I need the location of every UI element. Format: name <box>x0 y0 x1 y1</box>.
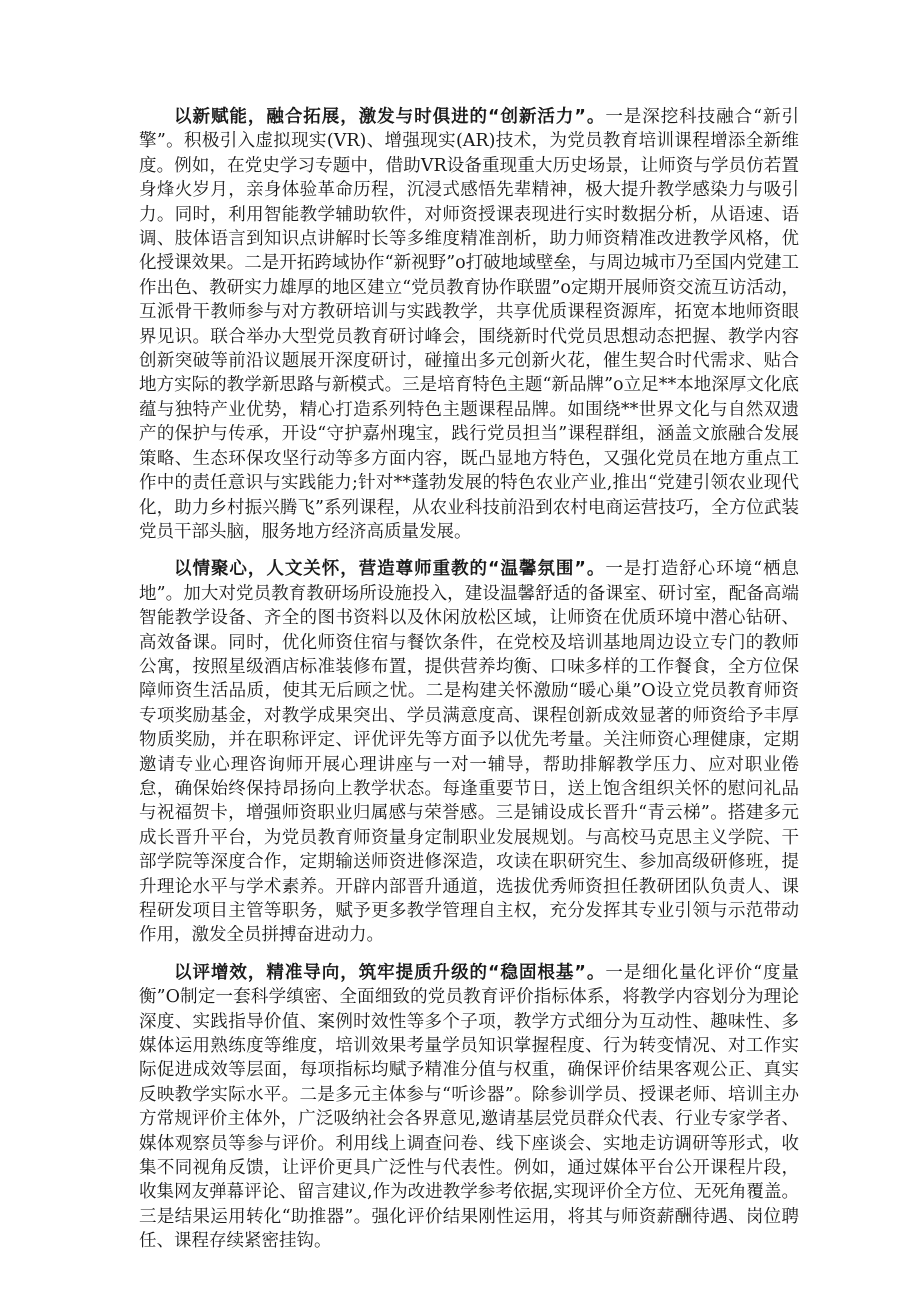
paragraph-text: 一是深挖科技融合“新引擎”。积极引入虚拟现实(VR)、增强现实(AR)技术，为党员教育培训课程增添全新维度。例如，在党史学习专题中，借助VR设备重现重大历史场景，让师资与学员仿若置身烽火岁月，亲身体验革命历程，沉浸式感悟先辈精神，极大提升教学感染力与吸引力。同时，利用智能教学辅助软件，对师资授课表现进行实时数据分析，从语速、语调、肢体语言到知识点讲解时长等多维度精准剖析，助力师资精准改进教学风格，优化授课效果。二是开拓跨域协作“新视野”o打破地域壁垒，与周边城市乃至国内党建工作出色、教研实力雄厚的地区建立“党员教育协作联盟”o定期开展师资交流互访活动，互派骨干教师参与对方教研培训与实践教学，共享优质课程资源库，拓宽本地师资眼界见识。联合举办大型党员教育研讨峰会，围绕新时代党员思想动态把握、教学内容创新突破等前沿议题展开深度研讨，碰撞出多元创新火花，催生契合时代需求、贴合地方实际的教学新思路与新模式。三是培育特色主题“新品牌”o立足**本地深厚文化底蕴与独特产业优势，精心打造系列特色主题课程品牌。如围绕**世界文化与自然双遗产的保护与传承，开设“守护嘉州瑰宝，践行党员担当”课程群组，涵盖文旅融合发展策略、生态环保攻坚行动等多方面内容，既凸显地方特色，又强化党员在地方重点工作中的责任意识与实践能力;针对**蓬勃发展的特色农业产业,推出“党建引领农业现代化，助力乡村振兴腾飞”系列课程，从农业科技前沿到农村电商运营技巧，全方位武装党员干部头脑，服务地方经济高质量发展。 <box>139 107 799 542</box>
paragraph-text: 一是打造舒心环境“栖息地”。加大对党员教育教研场所设施投入，建设温馨舒适的备课室、研讨室，配备高端智能教学设备、齐全的图书资料以及休闲放松区域，让师资在优质环境中潜心钻研、高效备课。同时，优化师资住宿与餐饮条件，在党校及培训基地周边设立专门的教师公寓，按照星级酒店标准装修布置，提供营养均衡、口味多样的工作餐食，全方位保障师资生活品质，使其无后顾之忧。二是构建关怀激励“暖心巢”O设立党员教育师资专项奖励基金，对教学成果突出、学员满意度高、课程创新成效显著的师资给予丰厚物质奖励，并在职称评定、评优评先等方面予以优先考量。关注师资心理健康，定期邀请专业心理咨询师开展心理讲座与一对一辅导，帮助排解教学压力、应对职业倦怠，确保始终保持昂扬向上教学状态。每逢重要节日，送上饱含组织关怀的慰问礼品与祝福贺卡，增强师资职业归属感与荣誉感。三是铺设成长晋升“青云梯”。搭建多元成长晋升平台，为党员教育师资量身定制职业发展规划。与高校马克思主义学院、干部学院等深度合作，定期输送师资进修深造，攻读在职研究生、参加高级研修班，提升理论水平与学术素养。开辟内部晋升通道，选拔优秀师资担任教研团队负责人、课程研发项目主管等职务，赋予更多教学管理自主权，充分发挥其专业引领与示范带动作用，激发全员拼搏奋进动力。 <box>139 559 799 946</box>
paragraph-heading: 以新赋能，融合拓展，激发与时俱进的“创新活力”。 <box>174 107 606 127</box>
paragraph-heading: 以评增效，精准导向，筑牢提质升级的“稳固根基”。 <box>174 962 606 983</box>
document-body <box>139 105 799 1267</box>
paragraph-innovation <box>139 105 799 544</box>
paragraph-evaluation <box>139 961 799 1254</box>
paragraph-heading: 以情聚心，人文关怀，营造尊师重教的“温馨氛围”。 <box>174 559 606 580</box>
paragraph-text: 一是细化量化评价“度量衡”O制定一套科学缜密、全面细致的党员教育评价指标体系，将教学内容划分为理论深度、实践指导价值、案例时效性等多个子项，教学方式细分为互动性、趣味性、多媒体运用熟练度等维度，培训效果考量学员知识掌握程度、行为转变情况、对工作实际促进成效等层面，每项指标均赋予精准分值与权重，确保评价结果客观公正、真实反映教学实际水平。二是多元主体参与“听诊器”。除参训学员、授课老师、培训主办方常规评价主体外，广泛吸纳社会各界意见,邀请基层党员群众代表、行业专家学者、媒体观察员等参与评价。利用线上调查问卷、线下座谈会、实地走访调研等形式，收集不同视角反馈，让评价更具广泛性与代表性。例如，通过媒体平台公开课程片段，收集网友弹幕评论、留言建议,作为改进教学参考依据,实现评价全方位、无死角覆盖。三是结果运用转化“助推器”。强化评价结果刚性运用，将其与师资薪酬待遇、岗位聘任、课程存续紧密挂钩。 <box>139 962 799 1252</box>
paragraph-care <box>139 557 799 948</box>
